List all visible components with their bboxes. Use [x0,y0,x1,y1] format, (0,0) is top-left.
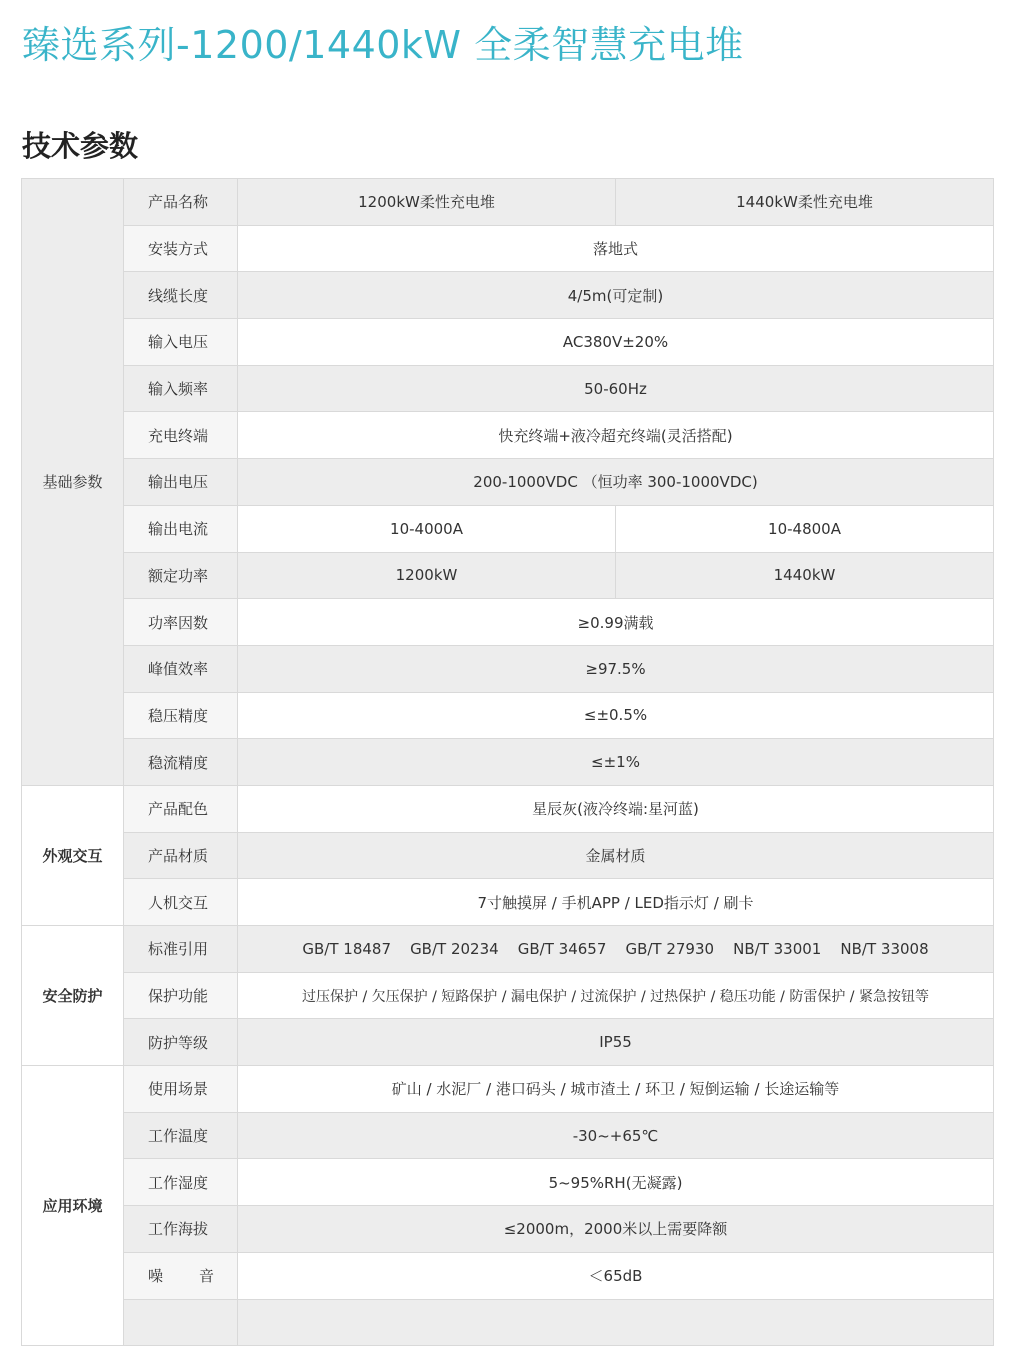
table-row [22,785,994,832]
table-row [22,365,994,412]
table-row [22,1206,994,1253]
table-row [22,272,994,319]
table-row [22,1066,994,1113]
row-label: 输入电压 [124,319,238,366]
group-environment: 应用环境 [22,1066,124,1346]
cell-value: 1200kW [238,552,616,599]
cell-empty [238,1299,994,1346]
row-label: 充电终端 [124,412,238,459]
table-row [22,319,994,366]
cell-value: 50-60Hz [238,365,994,412]
cell-value: 1440kW柔性充电堆 [616,179,994,226]
cell-value: 200-1000VDC （恒功率 300-1000VDC) [238,459,994,506]
row-label: 产品配色 [124,785,238,832]
cell-value: 过压保护 / 欠压保护 / 短路保护 / 漏电保护 / 过流保护 / 过热保护 / 稳压功能 / 防雷保护 / 紧急按钮等 [238,972,994,1019]
table-row [22,412,994,459]
cell-value: 矿山 / 水泥厂 / 港口码头 / 城市渣土 / 环卫 / 短倒运输 / 长途运输等 [238,1066,994,1113]
noise-label-b: 音 [199,1267,215,1286]
cell-value: 5~95%RH(无凝露) [238,1159,994,1206]
table-row [22,1252,994,1299]
cell-value: ≥97.5% [238,645,994,692]
row-label: 产品材质 [124,832,238,879]
cell-value: 星辰灰(液冷终端:星河蓝) [238,785,994,832]
row-label: 使用场景 [124,1066,238,1113]
row-label: 输入频率 [124,365,238,412]
group-basic: 基础参数 [22,179,124,786]
table-row [22,645,994,692]
section-title: 技术参数 [22,129,139,163]
cell-value: ≤±1% [238,739,994,786]
cell-value: 落地式 [238,225,994,272]
cell-value: 10-4800A [616,505,994,552]
table-row [22,505,994,552]
table-row [22,879,994,926]
cell-value: ≤±0.5% [238,692,994,739]
table-row [22,1159,994,1206]
table-row [22,832,994,879]
page-title: 臻选系列-1200/1440kW 全柔智慧充电堆 [22,23,744,67]
cell-value: 金属材质 [238,832,994,879]
cell-value: -30~+65℃ [238,1112,994,1159]
table-row [22,926,994,973]
row-label: 保护功能 [124,972,238,1019]
row-label: 工作温度 [124,1112,238,1159]
row-label: 额定功率 [124,552,238,599]
row-label: 标准引用 [124,926,238,973]
group-appearance: 外观交互 [22,785,124,925]
row-label-noise [124,1252,238,1299]
row-label: 输出电流 [124,505,238,552]
table-row [22,599,994,646]
row-label: 工作海拔 [124,1206,238,1253]
row-label-empty [124,1299,238,1346]
table-row [22,972,994,1019]
table-row [22,225,994,272]
cell-value: 4/5m(可定制) [238,272,994,319]
row-label: 线缆长度 [124,272,238,319]
table-row [22,1112,994,1159]
row-label: 输出电压 [124,459,238,506]
table-row-empty [22,1299,994,1346]
row-label: 功率因数 [124,599,238,646]
cell-value: 7寸触摸屏 / 手机APP / LED指示灯 / 刷卡 [238,879,994,926]
row-label: 稳流精度 [124,739,238,786]
table-row [22,739,994,786]
cell-value: 1440kW [616,552,994,599]
cell-value: 1200kW柔性充电堆 [238,179,616,226]
cell-value: ≤2000m，2000米以上需要降额 [238,1206,994,1253]
row-label: 人机交互 [124,879,238,926]
table-row [22,692,994,739]
cell-value: AC380V±20% [238,319,994,366]
spec-table [21,178,994,1346]
cell-value: 快充终端+液冷超充终端(灵活搭配) [238,412,994,459]
cell-value: IP55 [238,1019,994,1066]
row-label: 工作湿度 [124,1159,238,1206]
table-row [22,552,994,599]
cell-value: ≥0.99满载 [238,599,994,646]
row-label: 防护等级 [124,1019,238,1066]
table-row [22,179,994,226]
row-label: 安装方式 [124,225,238,272]
table-row [22,1019,994,1066]
row-label: 产品名称 [124,179,238,226]
cell-value: 10-4000A [238,505,616,552]
noise-label-a: 噪 [148,1267,164,1286]
cell-value: ＜65dB [238,1252,994,1299]
group-safety: 安全防护 [22,926,124,1066]
table-row [22,459,994,506]
cell-value: GB/T 18487 GB/T 20234 GB/T 34657 GB/T 27930 NB/T 33001 NB/T 33008 [238,926,994,973]
row-label: 稳压精度 [124,692,238,739]
row-label: 峰值效率 [124,645,238,692]
